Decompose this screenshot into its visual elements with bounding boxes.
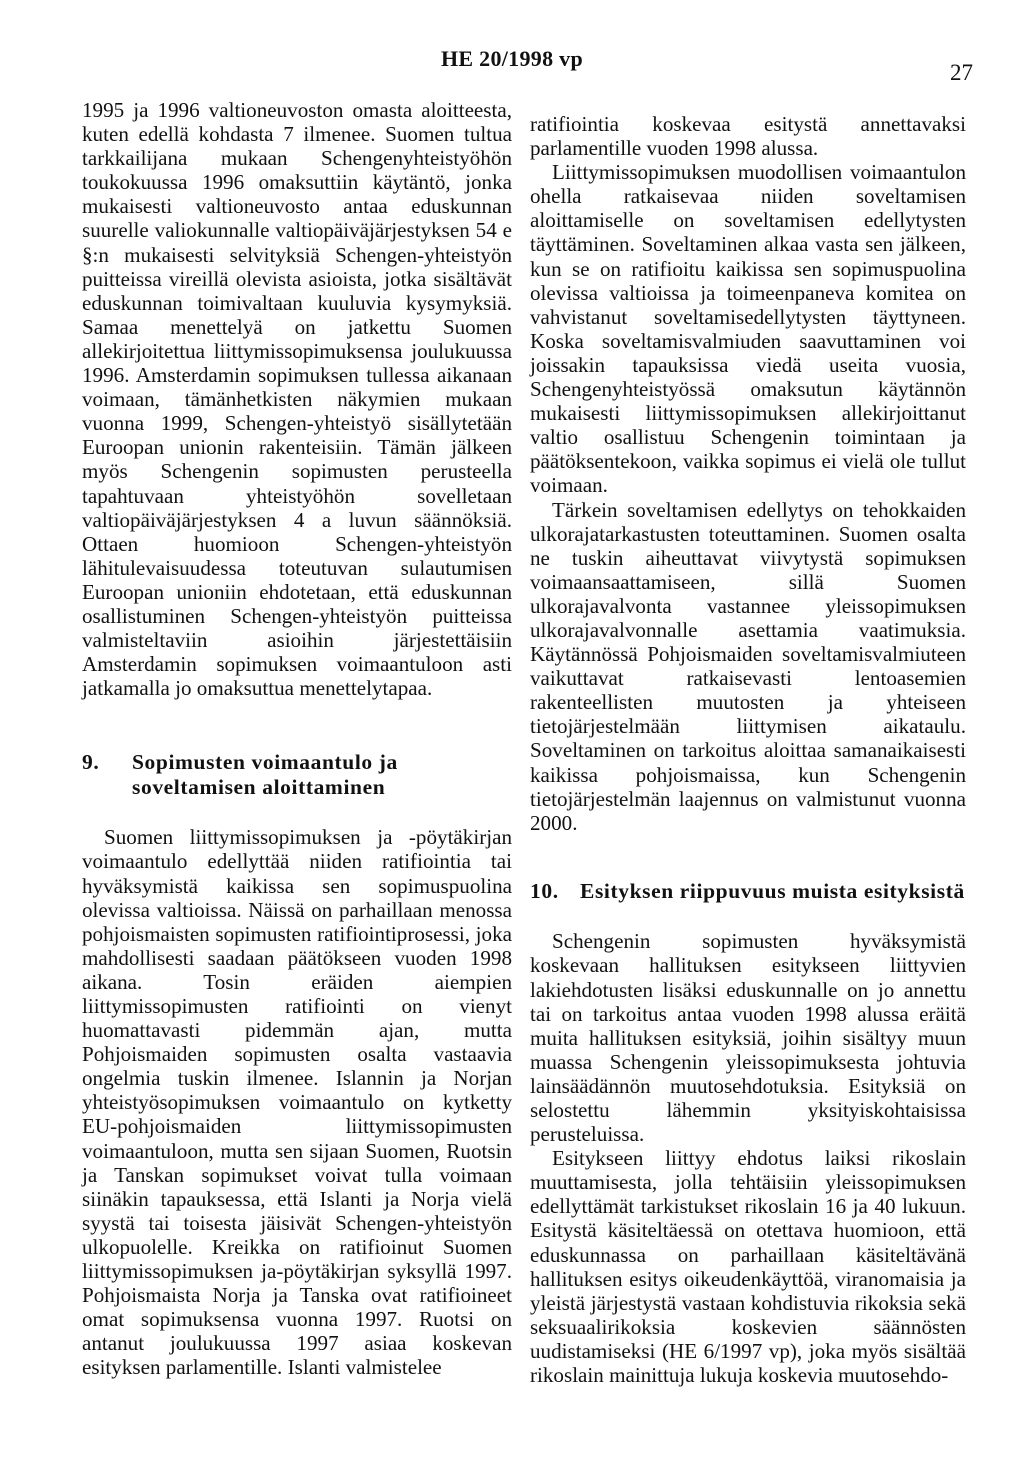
section-10-title: Esityksen riippuvuus muista esityksistä [580, 878, 965, 903]
section-9-heading [82, 750, 512, 799]
left-column [82, 98, 512, 1380]
section-9-title: Sopimusten voimaantulo ja soveltamisen aloittaminen [132, 750, 398, 799]
left-paragraph-1: 1995 ja 1996 valtioneuvoston omasta aloitteesta, kuten edellä kohdasta 7 ilmenee. Suomen tultua tarkkailijana mukaan Schengenyhteistyöhön toukokuussa 1996 omaksuttiin käytäntö, jonka mukaisesti valtioneuvosto antaa eduskunnan suurelle valiokunnalle valtiopäiväjärjestyksen 54 e §:n mukaisesti selvityksiä Schengen-yhteistyön puitteissa vireillä olevista asioista, jotka sisältävät eduskunnan toimivaltaan kuuluvia kysymyksiä. Samaa menettelyä on jatkettu Suomen allekirjoitettua liittymissopimuksensa joulukuussa 1996. Amsterdamin sopimuksen tullessa aikanaan voimaan, tämänhetkisten näkymien mukaan vuonna 1999, Schengen-yhteistyö sisällytetään Euroopan unionin rakenteisiin. Tämän jälkeen myös Schengenin sopimusten perusteella tapahtuvaan yhteistyöhön sovelletaan valtiopäiväjärjestyksen 4 a luvun säännöksiä. Ottaen huomioon Schengen-yhteistyön lähitulevaisuudessa toteutuvan sulautumisen Euroopan unioniin ehdotetaan, että eduskunnan osallistuminen Schengen-yhteistyön puitteissa valmisteltaviin asioihin järjestettäisiin Amsterdamin sopimuksen voimaantuloon asti jatkamalla jo omaksuttua menettelytapaa. [82, 98, 512, 701]
section-10-number: 10. [530, 878, 559, 903]
right-paragraph-1: ratifiointia koskevaa esitystä annettavaksi parlamentille vuoden 1998 alussa. [530, 112, 966, 161]
right-paragraph-4: Schengenin sopimusten hyväksymistä koskevaan hallituksen esitykseen liittyvien lakiehdotusten lisäksi eduskunnalle on jo annettu tai on tarkoitus antaa vuoden 1998 alussa eräitä muita hallituksen esityksiä, joihin sisältyy muun muassa Schengenin yleissopimuksesta johtuvia lainsäädännön muutosehdotuksia. Esityksiä on selostettu lähemmin yksityiskohtaisissa perusteluissa. [530, 929, 966, 1147]
section-9-number: 9. [82, 750, 100, 775]
page-number: 27 [950, 60, 973, 85]
page-header-title: HE 20/1998 vp [440, 46, 584, 71]
left-paragraph-2: Suomen liittymissopimuksen ja -pöytäkirjan voimaantulo edellyttää niiden ratifiointia tai hyväksymistä kaikissa sen sopimuspuolina olevissa valtioissa. Näissä on parhaillaan menossa pohjoismaisten sopimusten ratifiointiprosessi, joka mahdollisesti saadaan päätökseen vuoden 1998 aikana. Tosin eräiden aiempien liittymissopimusten ratifiointi on vienyt huomattavasti pidemmän ajan, mutta Pohjoismaiden sopimusten osalta vastaavia ongelmia tuskin ilmenee. Islannin ja Norjan yhteistyösopimuksen voimaantulo on kytketty EU-pohjoismaiden liittymissopimusten voimaantuloon, mutta sen sijaan Suomen, Ruotsin ja Tanskan sopimukset voivat tulla voimaan siinäkin tapauksessa, että Islanti ja Norja vielä syystä tai toisesta jäisivät Schengen-yhteistyön ulkopuolelle. Kreikka on ratifioinut Suomen liittymissopimuksen ja-pöytäkirjan syksyllä 1997. Pohjoismaista Norja ja Tanska ovat ratifioineet omat sopimuksensa vuonna 1997. Ruotsi on antanut joulukuussa 1997 asiaa koskevan esityksen parlamentille. Islanti valmistelee [82, 825, 512, 1380]
right-paragraph-3: Tärkein soveltamisen edellytys on tehokkaiden ulkorajatarkastusten toteuttaminen. Suomen osalta ne tuskin aiheuttavat viivytystä sopimuksen voimaansaattamiseen, sillä Suomen ulkorajavalvonta vastannee yleissopimuksen ulkorajavalvonnalle asettamia vaatimuksia. Käytännössä Pohjoismaiden soveltamisvalmiuteen vaikuttavat ratkaisevasti lentoasemien rakenteellisten muutosten ja yhteiseen tietojärjestelmään liittymisen aikataulu. Soveltaminen on tarkoitus aloittaa samanaikaisesti kaikissa pohjoismaissa, kun Schengenin tietojärjestelmän laajennus on valmistunut vuonna 2000. [530, 497, 966, 835]
section-10-heading [530, 879, 966, 904]
right-paragraph-5: Esitykseen liittyy ehdotus laiksi rikoslain muuttamisesta, jolla tehtäisiin yleissopimuksen edellyttämät tarkistukset rikoslain 16 ja 40 lukuun. Esitystä käsiteltäessä on otettava huomioon, että eduskunnassa on parhaillaan käsiteltävänä hallituksen esitys oikeudenkäyttöä, viranomaisia ja yleistä järjestystä vastaan kohdistuvia rikoksia sekä seksuaalirikoksia koskevien säännösten uudistamiseksi (HE 6/1997 vp), joka myös sisältää rikoslain mainittuja lukuja koskevia muutosehdo- [530, 1146, 966, 1387]
right-column [530, 112, 966, 1387]
right-paragraph-2: Liittymissopimuksen muodollisen voimaantulon ohella ratkaisevaa niiden soveltamisen aloittamiselle on soveltamisen edellytysten täyttäminen. Soveltaminen alkaa vasta sen jälkeen, kun se on ratifioitu kaikissa sen sopimuspuolina olevissa valtioissa ja toimeenpaneva komitea on vahvistanut soveltamisedellytysten täyttyneen. Koska soveltamisvalmiuden saavuttaminen voi joissakin tapauksissa viedä useita vuosia, Schengenyhteistyössä omaksutun käytännön mukaisesti liittymissopimuksen allekirjoittanut valtio osallistuu Schengenin toimintaan ja päätöksentekoon, vaikka sopimus ei vielä ole tullut voimaan. [530, 160, 966, 498]
